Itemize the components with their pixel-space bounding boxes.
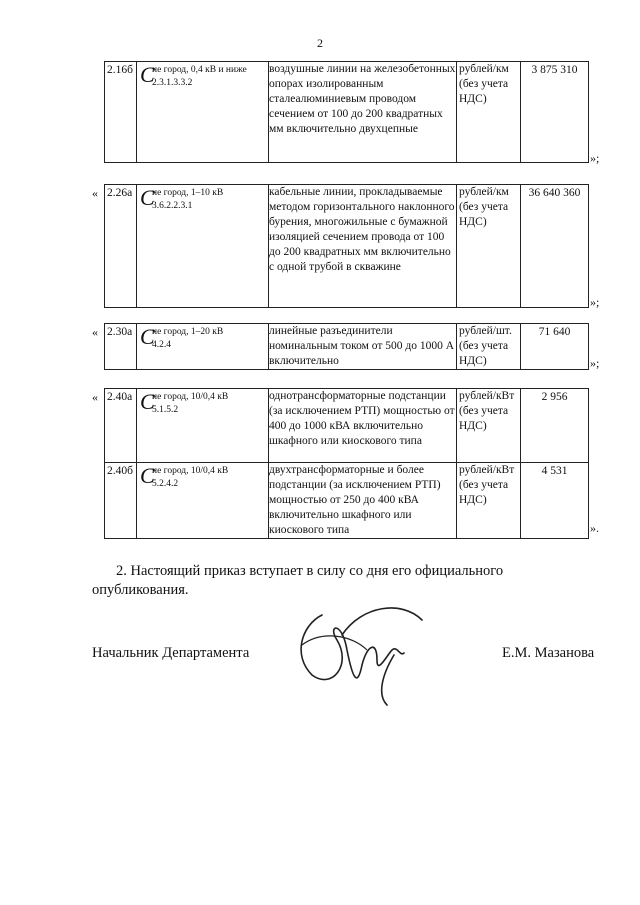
- unit-cell: рублей/км (без учета НДС): [457, 185, 521, 308]
- code-letter: С: [140, 185, 155, 210]
- code-label: не город, 1–20 кВ: [152, 327, 224, 337]
- tariff-table-3: [104, 323, 589, 370]
- closing-quote: »;: [590, 295, 600, 309]
- opening-quote: «: [92, 325, 98, 339]
- table-row: [105, 62, 589, 163]
- opening-quote: «: [92, 186, 98, 200]
- description-cell: линейные разъединители номинальным током от 500 до 1000 А включительно: [269, 324, 457, 370]
- code-letter: С: [140, 324, 155, 349]
- code-label: не город, 1–10 кВ: [152, 188, 224, 198]
- value-cell: 71 640: [521, 324, 589, 370]
- signatory-name: Е.М. Мазанова: [502, 645, 595, 661]
- table-row: [105, 324, 589, 370]
- code-cell: [137, 62, 269, 163]
- signatory-title: Начальник Департамента: [92, 645, 250, 661]
- unit-cell: рублей/км (без учета НДС): [457, 62, 521, 163]
- order-effective-paragraph: 2. Настоящий приказ вступает в силу со дня его официального: [116, 563, 504, 579]
- row-number: 2.40б: [105, 463, 137, 539]
- description-cell: кабельные линии, прокладываемые методом горизонтального наклонного бурения, многожильные с бумажной изоляцией сечением провода от 100 до 200 квадратных мм включительно с одной трубой в скважине: [269, 185, 457, 308]
- code-cell: [137, 185, 269, 308]
- closing-quote: »;: [590, 356, 600, 370]
- tariff-table-1: [104, 61, 589, 163]
- code-cell: [137, 324, 269, 370]
- value-cell: 4 531: [521, 463, 589, 539]
- code-subscript: 3.6.2.2.3.1: [152, 201, 193, 211]
- unit-cell: рублей/кВт (без учета НДС): [457, 389, 521, 463]
- row-number: 2.40а: [105, 389, 137, 463]
- code-label: не город, 10/0,4 кВ: [152, 392, 229, 402]
- code-label: не город, 10/0,4 кВ: [152, 466, 229, 476]
- unit-cell: рублей/кВт (без учета НДС): [457, 463, 521, 539]
- row-number: 2.26а: [105, 185, 137, 308]
- closing-quote: ».: [590, 521, 599, 535]
- description-cell: двухтрансформаторные и более подстанции (за исключением РТП) мощностью от 250 до 400 кВА включительно шкафного или киоскового типа: [269, 463, 457, 539]
- unit-cell: рублей/шт. (без учета НДС): [457, 324, 521, 370]
- code-letter: С: [140, 62, 155, 87]
- table-row: [105, 389, 589, 463]
- description-cell: воздушные линии на железобетонных опорах изолированным сталеалюминиевым проводом сечением от 100 до 200 квадратных мм включительно двухцепные: [269, 62, 457, 163]
- code-subscript: 2.3.1.3.3.2: [152, 78, 193, 88]
- code-label: не город, 0,4 кВ и ниже: [152, 65, 247, 75]
- value-cell: 3 875 310: [521, 62, 589, 163]
- value-cell: 2 956: [521, 389, 589, 463]
- row-number: 2.16б: [105, 62, 137, 163]
- tariff-table-4: [104, 388, 589, 539]
- code-letter: С: [140, 389, 155, 414]
- order-effective-paragraph-continuation: опубликования.: [92, 582, 189, 598]
- table-row: [105, 463, 589, 539]
- code-subscript: 4.2.4: [152, 340, 171, 350]
- page-number: 2: [317, 36, 323, 50]
- table-row: [105, 185, 589, 308]
- value-cell: 36 640 360: [521, 185, 589, 308]
- opening-quote: «: [92, 390, 98, 404]
- code-subscript: 5.1.5.2: [152, 405, 179, 415]
- description-cell: однотрансформаторные подстанции (за исключением РТП) мощностью от 400 до 1000 кВА включительно шкафного или киоскового типа: [269, 389, 457, 463]
- code-subscript: 5.2.4.2: [152, 479, 179, 489]
- code-cell: [137, 463, 269, 539]
- row-number: 2.30а: [105, 324, 137, 370]
- code-letter: С: [140, 463, 155, 488]
- tariff-table-2: [104, 184, 589, 308]
- closing-quote: »;: [590, 151, 600, 165]
- code-cell: [137, 389, 269, 463]
- handwritten-signature: [282, 595, 432, 715]
